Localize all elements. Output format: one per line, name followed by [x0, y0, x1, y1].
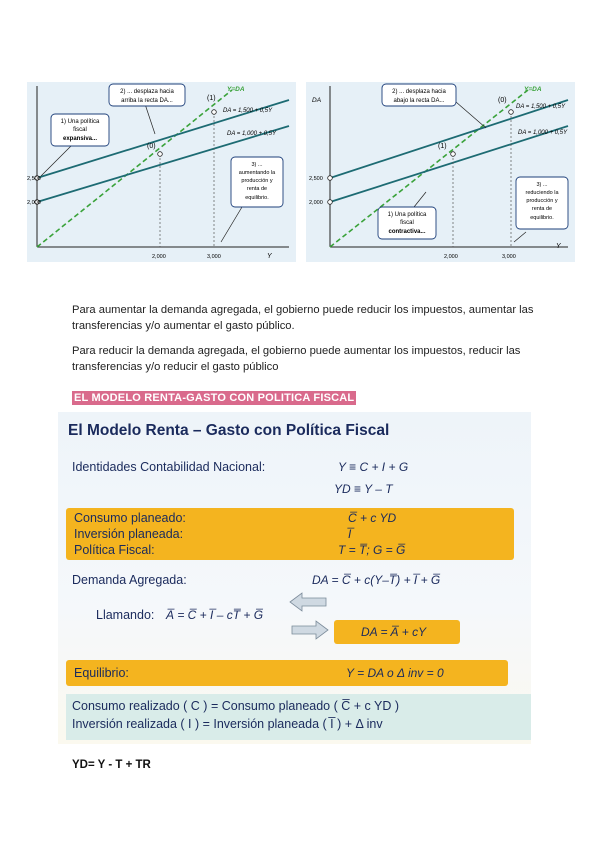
section-heading: EL MODELO RENTA-GASTO CON POLITICA FISCAL — [74, 392, 355, 404]
callout-1-line-2: fiscal — [73, 127, 87, 133]
point-a-label: (1) — [438, 143, 447, 150]
identity-1: Y ≡ C + I + G — [338, 460, 409, 474]
equilibrio-eq: Y = DA o Δ inv = 0 — [346, 666, 444, 680]
y-label-upper: 2,500 — [27, 176, 41, 182]
slide-renta-gasto — [58, 412, 531, 744]
llamando-label: Llamando: — [96, 608, 155, 622]
callout-2-line-1: 2) ... desplaza hacia — [392, 89, 446, 95]
callout-3-line-2: reduciendo la — [525, 190, 559, 196]
slide-title: El Modelo Renta – Gasto con Política Fiscal — [68, 422, 390, 439]
line-45-label: Y=DA — [227, 86, 245, 93]
llamando-eq: A̅ = C̅ + I̅ – cT̅ + G̅ — [166, 608, 264, 622]
disposable-income-equation: YD= Y - T + TR — [72, 759, 151, 771]
equilibrium-point-0 — [451, 152, 456, 157]
line-lower-label: DA = 1,000 + 0,5Y — [227, 131, 277, 137]
x-tick-2000: 2,000 — [152, 254, 166, 260]
inversion-eq: I̅ — [348, 527, 352, 541]
demanda-eq: DA = C̅ + c(Y–T̅) + I̅ + G̅ — [312, 573, 441, 587]
arrow-right-icon — [290, 618, 330, 642]
callout-3-line-5: equilibrio. — [530, 215, 554, 221]
intercept-upper — [328, 176, 333, 181]
callout-3-line-4: renta de — [531, 206, 553, 212]
intercept-lower — [328, 200, 333, 205]
callout-1-line-2: fiscal — [400, 220, 414, 226]
callout-1-line-3: contractiva... — [388, 229, 426, 235]
callout-2-line-1: 2) ... desplaza hacia — [120, 89, 174, 95]
line-upper-label: DA = 1,500 + 0,5Y — [223, 108, 273, 114]
inversion-label: Inversión planeada: — [74, 527, 184, 541]
da-box-eq: DA = A̅ + cY — [361, 625, 427, 639]
demanda-label: Demanda Agregada: — [72, 573, 187, 587]
realizado-2: Inversión realizada ( I ) = Inversión planeada ( I̅ ) + Δ inv — [72, 717, 383, 731]
callout-1-line-3: expansiva... — [62, 136, 98, 142]
figure-contractionary-fiscal-policy — [306, 82, 575, 262]
callout-2-line-2: arriba la recta DA... — [121, 98, 173, 104]
callout-3-line-1: 3) ... — [251, 162, 263, 168]
callout-1-line-1: 1) Una política — [60, 119, 100, 125]
identities-label: Identidades Contabilidad Nacional: — [72, 460, 266, 474]
identity-2: YD ≡ Y – T — [334, 482, 393, 496]
y-axis-title: DA — [312, 97, 322, 104]
y-label-lower: 2,000 — [27, 200, 41, 206]
x-axis-label: Y — [556, 243, 561, 250]
x-tick-3000: 3,000 — [502, 254, 516, 260]
equilibrium-point-1 — [212, 110, 217, 115]
point-b-label: (1) — [207, 95, 216, 102]
equilibrium-point-1 — [509, 110, 514, 115]
fiscal-eq: T = T̅; G = G̅ — [338, 543, 406, 557]
x-tick-2000: 2,000 — [444, 254, 458, 260]
consumo-label: Consumo planeado: — [74, 511, 186, 525]
callout-3-line-3: producción y — [526, 198, 558, 204]
point-b-label: (0) — [498, 97, 507, 104]
point-a-label: (0) — [147, 143, 156, 150]
expansionary-chart — [27, 82, 296, 262]
callout-3-line-1: 3) ... — [536, 182, 548, 188]
y-label-lower: 2,000 — [309, 200, 323, 206]
callout-3-line-2: aumentando la — [238, 170, 276, 176]
callout-3-line-5: equilibrio. — [245, 195, 269, 201]
contractionary-chart — [306, 82, 575, 262]
x-axis-label: Y — [267, 253, 272, 260]
paragraph-increase-demand: Para aumentar la demanda agregada, el gobierno puede reducir los impuestos, aumentar las transferencias y/o aumentar el gasto público. — [72, 304, 534, 332]
x-tick-3000: 3,000 — [207, 254, 221, 260]
consumo-eq: C̅ + c YD — [348, 511, 397, 525]
figure-expansionary-fiscal-policy — [27, 82, 296, 262]
arrow-left-icon — [288, 590, 328, 614]
line-upper-label: DA = 1,500 + 0,5Y — [516, 104, 566, 110]
callout-3-line-3: producción y — [241, 178, 273, 184]
paragraph-reduce-demand: Para reducir la demanda agregada, el gobierno puede aumentar los impuestos, reducir las transferencias y/o reducir el gasto público — [72, 345, 521, 373]
realizado-1: Consumo realizado ( C ) = Consumo planeado ( C̅ + c YD ) — [72, 699, 400, 713]
line-45-label: Y=DA — [524, 86, 542, 93]
callout-2-line-2: abajo la recta DA... — [393, 98, 445, 104]
fiscal-label: Política Fiscal: — [74, 543, 155, 557]
equilibrium-point-0 — [158, 152, 163, 157]
equilibrio-label: Equilibrio: — [74, 666, 129, 680]
line-da-upper — [330, 100, 568, 178]
callout-3-line-4: renta de — [246, 186, 268, 192]
line-lower-label: DA = 1,000 + 0,5Y — [518, 130, 568, 136]
y-label-upper: 2,500 — [309, 176, 323, 182]
callout-1-line-1: 1) Una política — [387, 212, 427, 218]
